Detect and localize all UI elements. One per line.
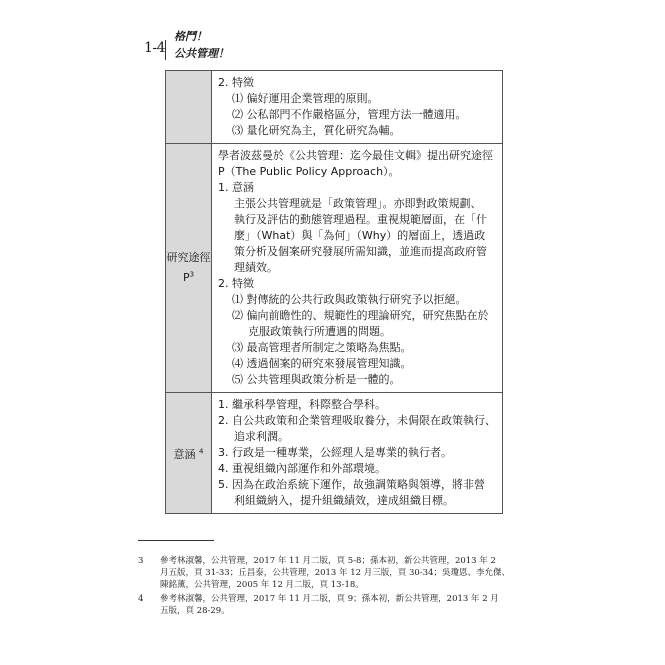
content-line: ⑸ 公共管理與政策分析是一體的。 [232,373,401,386]
content-line: 執行及評估的動態管理過程。重視規範層面，在「什 [234,213,487,226]
row-label-text: 意涵 [173,447,196,461]
content-line: 2. 特徵 [218,76,254,89]
header-divider [165,40,166,60]
footnote-divider [138,540,214,541]
footnote-line: 五版，頁 28-29。 [160,606,230,616]
footnote-number: 4 [138,594,144,604]
content-line: P（The Public Policy Approach）。 [218,165,400,178]
footnotes [138,555,518,619]
footnote-text [160,593,518,617]
footnote-text [160,555,518,591]
content-line: 追求利潤。 [234,430,289,443]
content-line: ⑴ 偏好運用企業管理的原則。 [232,92,379,105]
row-label-cell [166,144,212,393]
content-line: 利組織納入，提升組織績效，達成組織目標。 [234,494,454,507]
table-row [166,71,503,144]
content-line: 理績效。 [234,261,278,274]
content-line: ⑵ 偏向前瞻性的、規範性的理論研究，研究焦點在於 [232,309,489,322]
page-header [138,28,538,62]
footnote-ref: 3 [189,270,195,279]
table-row [166,144,503,393]
content-line: 5. 因為在政治系統下運作，故強調策略與領導，將非營 [218,478,485,491]
content-line: 3. 行政是一種專業，公經理人是專業的執行者。 [218,446,452,459]
content-line: 主張公共管理就是「政策管理」。亦即對政策規劃、 [234,197,482,210]
row-label-cell [166,71,212,144]
footnote [138,593,518,617]
row-label [174,448,204,461]
content-line: 麼」（What）與「為何」（Why）的層面上，透過政 [234,229,486,242]
footnote [138,555,518,591]
footnote-line: 月五版，頁 31-33；丘昌泰，公共管理，2013 年 12 月三版，頁 30-34；吳瓊恩、李允傑、 [160,568,510,578]
content-line: ⑷ 透過個案的研究來發展管理知識。 [232,357,412,370]
book-title-line2: 公共管理！ [174,47,229,60]
content-table [165,70,503,514]
content-line: 學者波茲曼於《公共管理：迄今最佳文輯》提出研究途徑 [218,149,493,162]
table-row [166,393,503,514]
content-line: 1. 繼承科學管理，科際整合學科。 [218,398,386,411]
book-title-line1: 格鬥！ [174,30,207,43]
content-line: ⑶ 最高管理者所制定之策略為焦點。 [232,341,412,354]
content-line: 克服政策執行所遭遇的問題。 [248,325,391,338]
page-number: 1-4 [144,40,166,56]
content-line: 4. 重視組織內部運作和外部環境。 [218,462,386,475]
content-line: 策分析及個案研究發展所需知識，並進而提高政府管 [234,245,487,258]
content-line: 2. 特徵 [218,277,254,290]
footnote-line: 參考林淑馨，公共管理，2017 年 11 月二版，頁 5-8；孫本初，新公共管理，2013 年 2 [160,556,496,566]
row-content-cell [212,71,503,144]
content-line: ⑵ 公私部門不作嚴格區分，管理方法一體適用。 [232,108,467,121]
footnote-line: 參考林淑馨，公共管理，2017 年 11 月二版，頁 9；孫本初，新公共管理，2013 年 2 月 [160,594,499,604]
row-content-cell [212,393,503,514]
content-line: ⑴ 對傳統的公共行政與政策執行研究予以拒絕。 [232,293,467,306]
row-label-cell [166,393,212,514]
content-line: 2. 自公共政策和企業管理吸取養分，未侷限在政策執行、 [218,414,496,427]
row-content-cell [212,144,503,393]
footnote-ref: 4 [199,447,204,456]
footnote-line: 陳銘薰，公共管理，2005 年 12 月二版，頁 13-18。 [160,580,364,590]
row-label-text: 研究途徑 P [166,251,211,284]
row-label [167,251,211,284]
content-line: 1. 意涵 [218,181,254,194]
content-line: ⑶ 量化研究為主，質化研究為輔。 [232,124,401,137]
footnote-number: 3 [138,556,144,566]
